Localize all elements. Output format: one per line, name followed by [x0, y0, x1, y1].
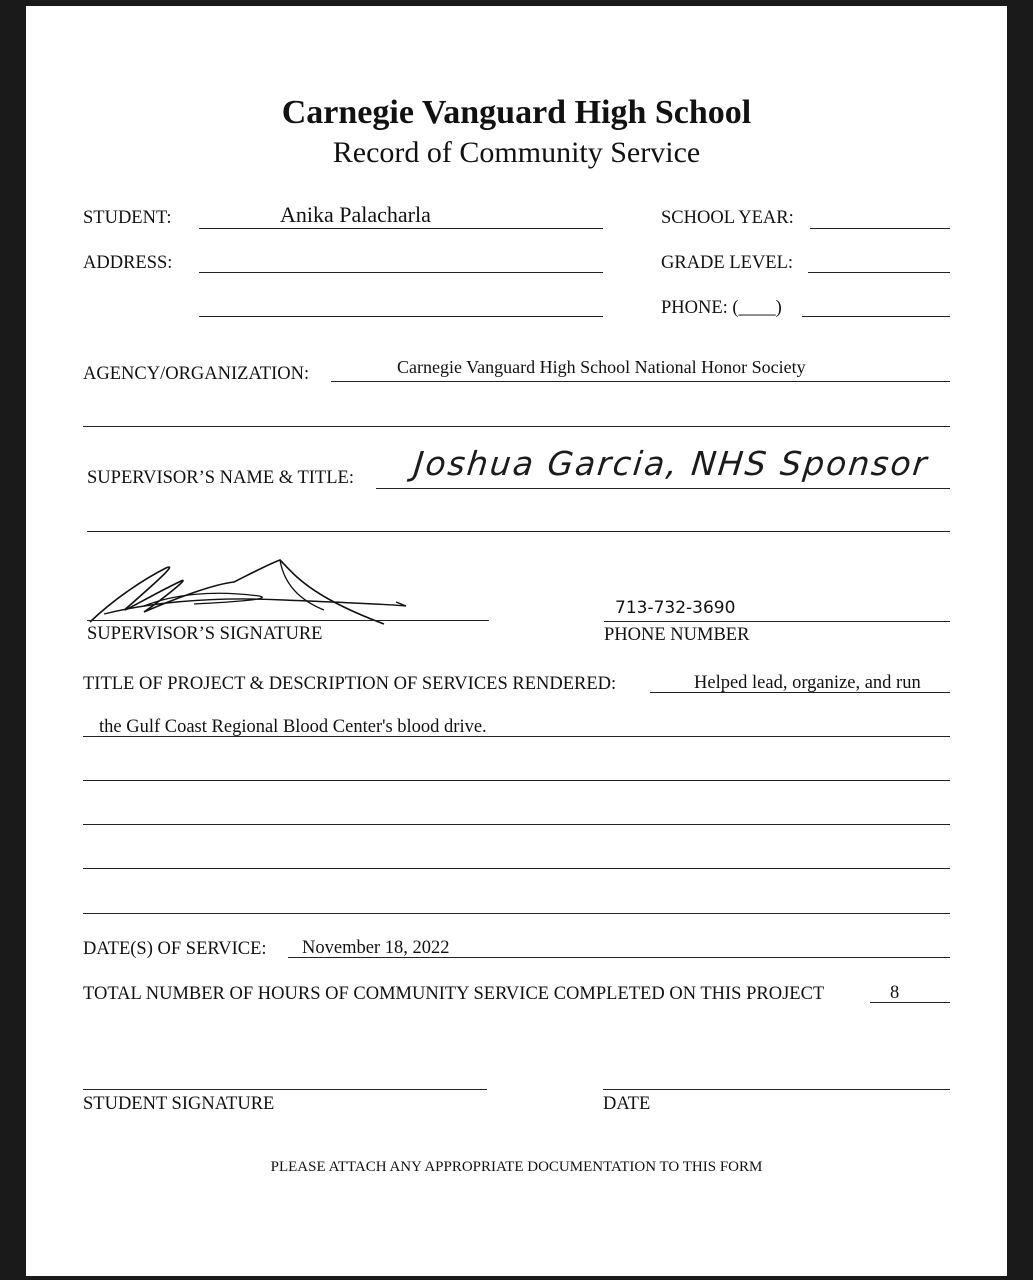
- project-description-line-2: the Gulf Coast Regional Blood Center's blood drive.: [99, 717, 487, 737]
- supervisor-name-label: SUPERVISOR’S NAME & TITLE:: [87, 468, 354, 488]
- supervisor-phone-label: PHONE NUMBER: [604, 625, 750, 645]
- grade-level-line: [808, 272, 950, 273]
- supervisor-name-line: [376, 488, 950, 489]
- student-line: [199, 228, 603, 229]
- date-line: [603, 1089, 950, 1090]
- project-label: TITLE OF PROJECT & DESCRIPTION OF SERVICES RENDERED:: [83, 674, 617, 694]
- school-year-line: [810, 228, 950, 229]
- hours-label: TOTAL NUMBER OF HOURS OF COMMUNITY SERVICE COMPLETED ON THIS PROJECT: [83, 984, 825, 1004]
- student-name-value: Anika Palacharla: [280, 202, 431, 227]
- student-signature-label: STUDENT SIGNATURE: [83, 1094, 275, 1114]
- project-line-3: [83, 780, 950, 781]
- supervisor-signature-line: [87, 620, 489, 621]
- supervisor-signature-label: SUPERVISOR’S SIGNATURE: [87, 624, 323, 644]
- supervisor-line-2: [87, 531, 950, 532]
- agency-line-2: [83, 426, 950, 427]
- project-line-5: [83, 868, 950, 869]
- date-label: DATE: [603, 1094, 651, 1114]
- address-line-2: [199, 316, 603, 317]
- dates-label: DATE(S) OF SERVICE:: [83, 939, 267, 959]
- phone-label: PHONE: (____): [661, 298, 782, 318]
- address-label: ADDRESS:: [83, 253, 173, 273]
- project-line-6: [83, 913, 950, 914]
- phone-line: [802, 316, 950, 317]
- supervisor-name-value: Joshua Garcia, NHS Sponsor: [411, 444, 931, 483]
- student-label: STUDENT:: [83, 208, 172, 228]
- community-service-form: [26, 6, 1007, 1276]
- agency-value: Carnegie Vanguard High School National Honor Society: [397, 357, 806, 377]
- agency-label: AGENCY/ORGANIZATION:: [83, 364, 310, 384]
- grade-level-label: GRADE LEVEL:: [661, 253, 794, 273]
- attachment-note: PLEASE ATTACH ANY APPROPRIATE DOCUMENTATION TO THIS FORM: [270, 1159, 763, 1175]
- project-description-line-1: Helped lead, organize, and run: [694, 673, 921, 693]
- school-name: Carnegie Vanguard High School: [281, 94, 752, 131]
- agency-line: [331, 381, 950, 382]
- supervisor-phone-line: [604, 621, 950, 622]
- school-year-label: SCHOOL YEAR:: [661, 208, 794, 228]
- supervisor-phone-value: 713-732-3690: [615, 598, 736, 618]
- student-signature-line: [83, 1089, 487, 1090]
- hours-line: [870, 1002, 950, 1003]
- hours-value: 8: [890, 983, 900, 1003]
- dates-value: November 18, 2022: [302, 938, 450, 958]
- form-title: Record of Community Service: [332, 136, 701, 169]
- address-line-1: [199, 272, 603, 273]
- project-line-4: [83, 824, 950, 825]
